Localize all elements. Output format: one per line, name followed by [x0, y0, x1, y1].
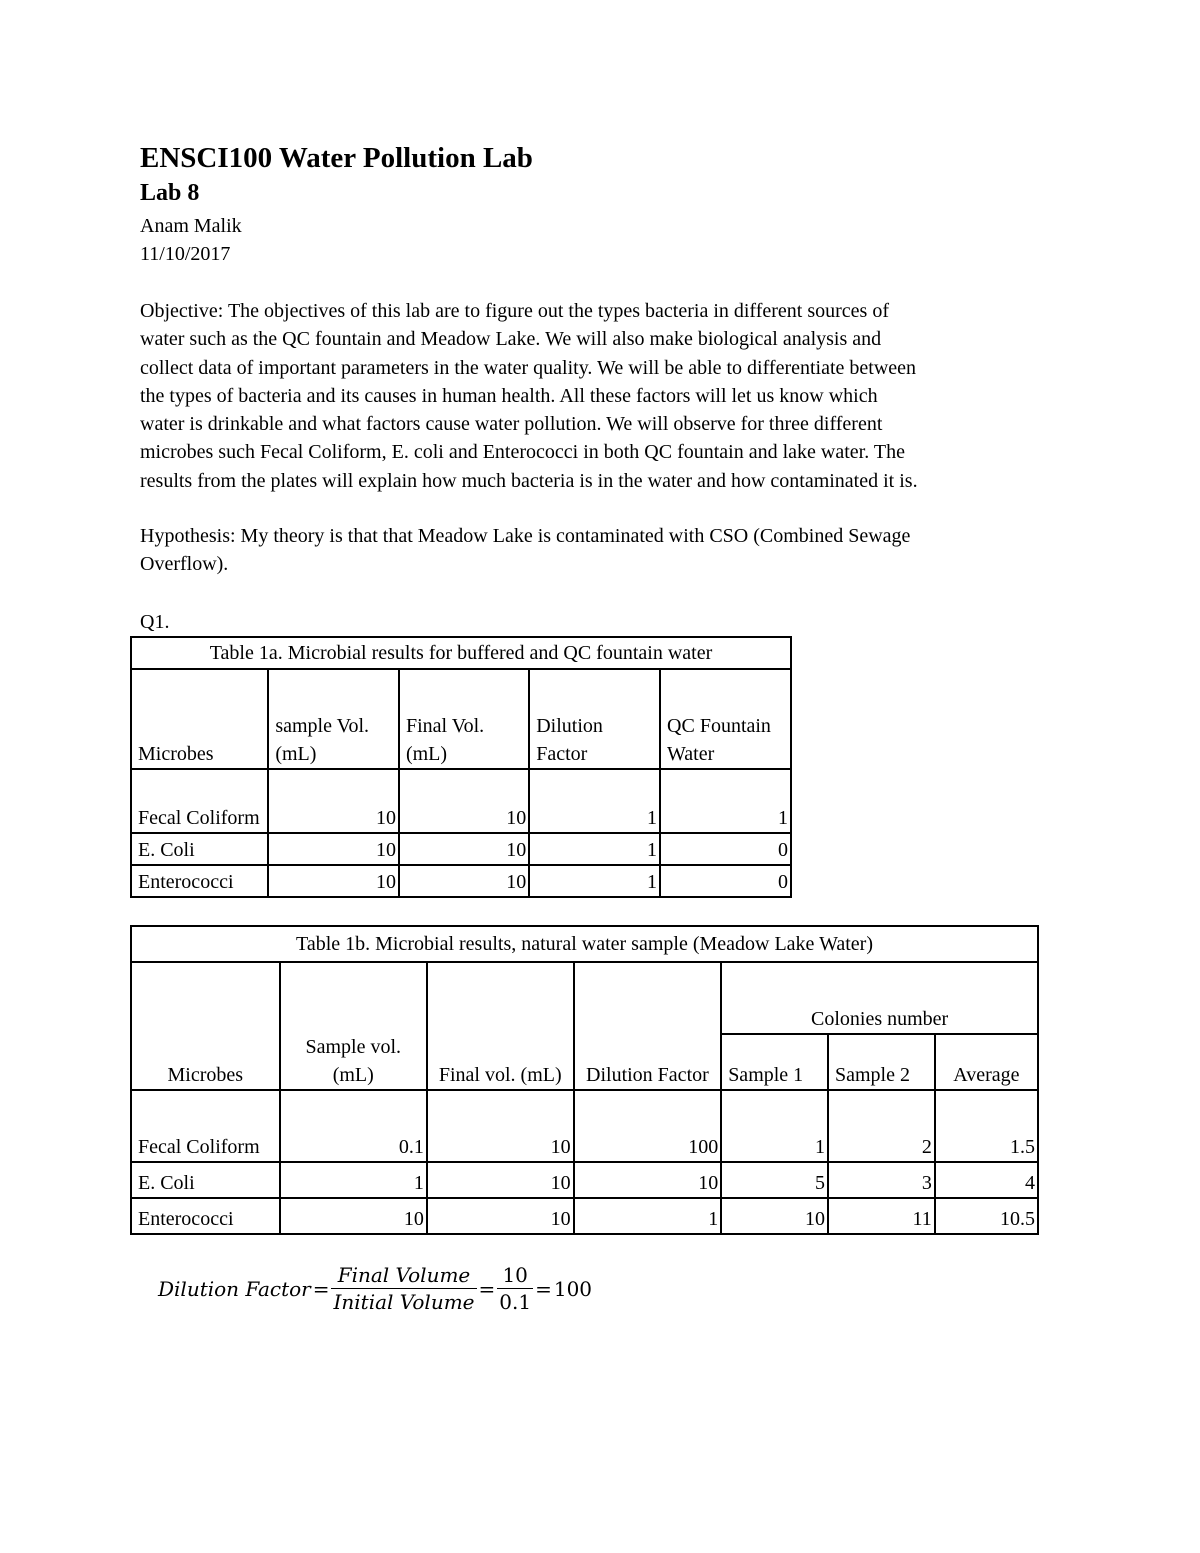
table-1b-header-sample-2: Sample 2	[828, 1034, 935, 1090]
sample-1-cell: 1	[721, 1090, 828, 1162]
final-vol-cell: 10	[427, 1090, 574, 1162]
table-1b-header-final-vol: Final vol. (mL)	[427, 962, 574, 1090]
table-1a-header-qc-water: QC Fountain Water	[660, 669, 791, 769]
table-row	[131, 865, 791, 897]
sample-2-cell: 3	[828, 1162, 935, 1198]
table-1a-caption: Table 1a. Microbial results for buffered and QC fountain water	[131, 637, 791, 669]
microbe-cell: Fecal Coliform	[131, 769, 268, 833]
dilution-cell: 1	[529, 769, 660, 833]
lab-number: Lab 8	[140, 180, 200, 206]
author-name: Anam Malik	[140, 215, 242, 237]
table-1b-header-sample-vol: Sample vol. (mL)	[280, 962, 427, 1090]
objective-line: water is drinkable and what factors cause water pollution. We will observe for three different	[140, 413, 883, 436]
sample-vol-cell: 10	[268, 833, 399, 865]
sample-2-cell: 11	[828, 1198, 935, 1234]
sample-vol-cell: 1	[280, 1162, 427, 1198]
objective-line: the types of bacteria and its causes in human health. All these factors will let us know which	[140, 384, 878, 407]
objective-paragraph	[140, 297, 1070, 495]
hypothesis-paragraph	[140, 522, 1070, 579]
colonies-number-header: Colonies number	[721, 962, 1038, 1034]
average-cell: 4	[935, 1162, 1038, 1198]
microbe-cell: E. Coli	[131, 1162, 280, 1198]
final-vol-cell: 10	[399, 865, 529, 897]
table-1b-header-sample-1: Sample 1	[721, 1034, 828, 1090]
qc-water-cell: 0	[660, 865, 791, 897]
table-1b-header-average: Average	[935, 1034, 1038, 1090]
average-cell: 1.5	[935, 1090, 1038, 1162]
table-1b	[130, 925, 1039, 1235]
table-1b-header-microbes: Microbes	[131, 962, 280, 1090]
table-1a-header-sample-vol: sample Vol. (mL)	[268, 669, 399, 769]
sample-vol-cell: 10	[268, 865, 399, 897]
dilution-cell: 1	[529, 833, 660, 865]
microbe-cell: Fecal Coliform	[131, 1090, 280, 1162]
fraction-denominator: Initial Volume	[333, 1290, 475, 1314]
objective-line: water such as the QC fountain and Meadow Lake. We will also make biological analysis and	[140, 328, 882, 351]
table-1a-header-microbes: Microbes	[131, 669, 268, 769]
microbe-cell: E. Coli	[131, 833, 268, 865]
objective-line: collect data of important parameters in the water quality. We will be able to differentiate between	[140, 356, 917, 379]
hypothesis-line: Overflow).	[140, 553, 229, 576]
final-vol-cell: 10	[399, 833, 529, 865]
microbe-cell: Enterococci	[131, 1198, 280, 1234]
fraction-denominator-value: 0.1	[499, 1290, 532, 1314]
hypothesis-line: Hypothesis: My theory is that that Meadow Lake is contaminated with CSO (Combined Sewage	[140, 525, 911, 547]
sample-vol-cell: 10	[280, 1198, 427, 1234]
question-label: Q1.	[140, 611, 170, 633]
dilution-factor-formula	[158, 1262, 592, 1315]
sample-vol-cell: 0.1	[280, 1090, 427, 1162]
sample-1-cell: 10	[721, 1198, 828, 1234]
objective-line: results from the plates will explain how much bacteria is in the water and how contaminated it is.	[140, 469, 918, 492]
table-1a	[130, 636, 792, 898]
average-cell: 10.5	[935, 1198, 1038, 1234]
document-title: ENSCI100 Water Pollution Lab	[140, 142, 533, 174]
formula-result: 100	[553, 1276, 593, 1301]
dilution-cell: 100	[574, 1090, 722, 1162]
sample-2-cell: 2	[828, 1090, 935, 1162]
table-row	[131, 1162, 1038, 1198]
final-vol-cell: 10	[427, 1162, 574, 1198]
objective-line: Objective: The objectives of this lab are to figure out the types bacteria in different sources of	[140, 300, 890, 322]
formula-lhs: Dilution Factor	[158, 1276, 311, 1301]
volume-fraction	[331, 1262, 476, 1315]
table-row	[131, 1090, 1038, 1162]
qc-water-cell: 1	[660, 769, 791, 833]
table-1a-header-dilution: Dilution Factor	[529, 669, 660, 769]
formula-equals: =	[312, 1276, 330, 1301]
dilution-cell: 1	[574, 1198, 722, 1234]
sample-1-cell: 5	[721, 1162, 828, 1198]
final-vol-cell: 10	[399, 769, 529, 833]
table-row	[131, 1198, 1038, 1234]
formula-equals: =	[478, 1276, 496, 1301]
table-row	[131, 833, 791, 865]
dilution-cell: 1	[529, 865, 660, 897]
fraction-numerator-value: 10	[497, 1262, 533, 1289]
sample-vol-cell: 10	[268, 769, 399, 833]
table-row	[131, 769, 791, 833]
table-1b-header-dilution: Dilution Factor	[574, 962, 722, 1090]
formula-equals: =	[535, 1276, 552, 1301]
final-vol-cell: 10	[427, 1198, 574, 1234]
value-fraction	[497, 1262, 533, 1315]
microbe-cell: Enterococci	[131, 865, 268, 897]
objective-line: microbes such Fecal Coliform, E. coli and Enterococci in both QC fountain and lake water. The	[140, 441, 905, 464]
table-1b-caption: Table 1b. Microbial results, natural water sample (Meadow Lake Water)	[131, 926, 1038, 962]
document-date: 11/10/2017	[140, 243, 231, 265]
dilution-cell: 10	[574, 1162, 722, 1198]
table-1a-header-final-vol: Final Vol. (mL)	[399, 669, 529, 769]
qc-water-cell: 0	[660, 833, 791, 865]
fraction-numerator: Final Volume	[331, 1262, 476, 1289]
